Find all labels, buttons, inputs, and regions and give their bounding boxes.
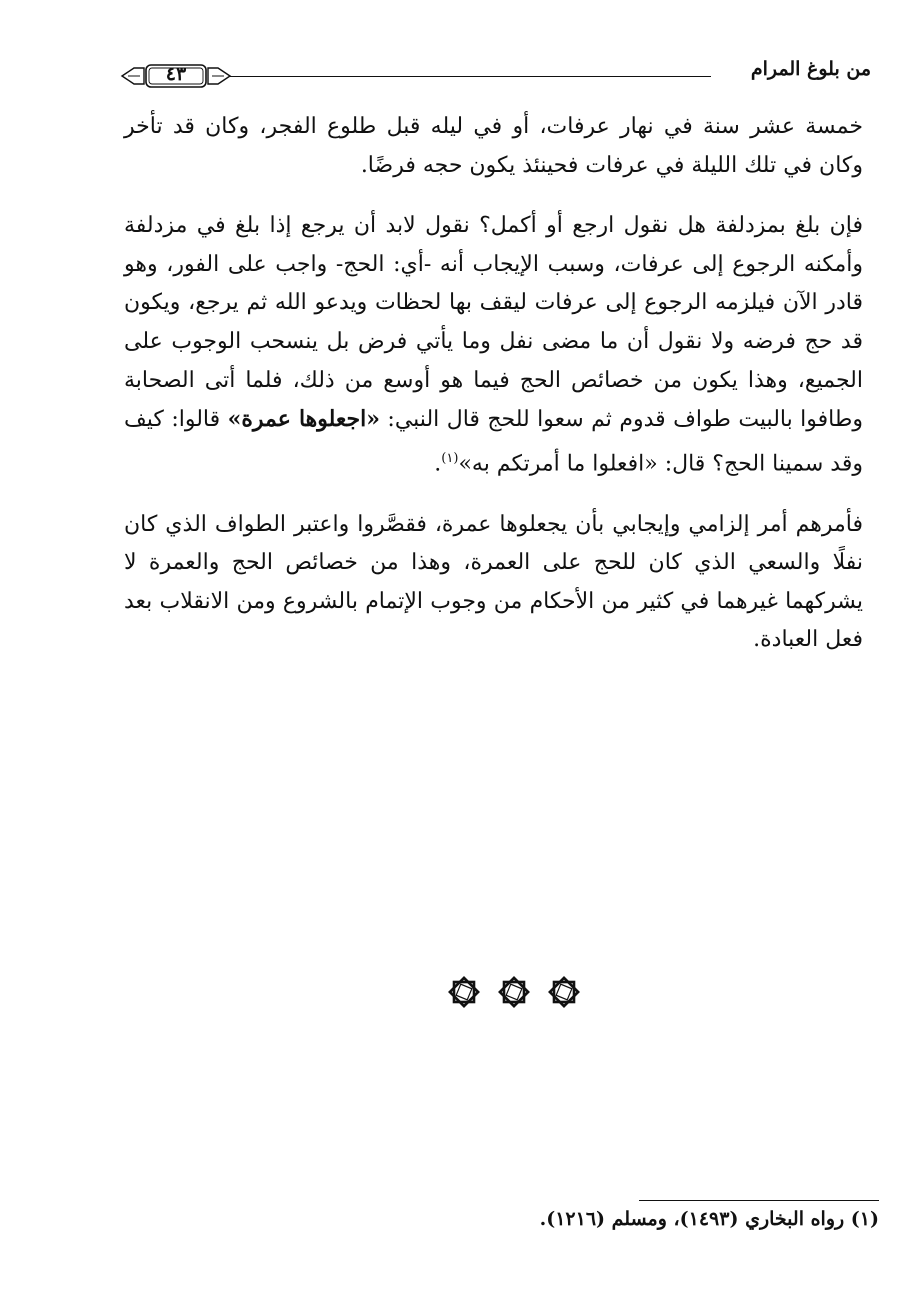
octagram-star-icon (446, 974, 482, 1010)
paragraph-2 (124, 207, 863, 483)
paragraph-2-text-c: . (434, 451, 442, 477)
paragraph-3: فأمرهم أمر إلزامي وإيجابي بأن يجعلوها عمرة، فقصَّروا واعتبر الطواف الذي كان نفلًا والسعي الذي كان للحج على العمرة، وهذا من خصائص الحج والعمرة لا يشركهما غيرهما في كثير من الأحكام من وجوب الإتمام بالشروع ومن الانقلاب بعد فعل العبادة. (124, 511, 863, 653)
page-number: ٤٣ (165, 63, 187, 85)
section-ornament (446, 974, 586, 1014)
page-header (120, 54, 871, 94)
octagram-star-icon (546, 974, 582, 1010)
page-body (124, 108, 863, 660)
paragraph-2-text-b: قالوا: كيف وقد سمينا الحج؟ قال: «افعلوا ما أمرتكم به» (124, 407, 863, 477)
running-title: من بلوغ المرام (750, 58, 871, 80)
footnote-marker: (١) (441, 450, 459, 466)
hadith-quote: «اجعلوها عمرة» (227, 406, 380, 433)
paragraph-1-line-1: خمسة عشر سنة في نهار عرفات، أو في ليله قبل طلوع الفجر، وكان قد تأخر وكان في تلك (124, 114, 863, 178)
octagram-star-icon (496, 974, 532, 1010)
paragraph-1-line-2: الليلة في عرفات فحينئذ يكون حجه فرضًا. (360, 152, 738, 178)
header-rule (230, 76, 711, 77)
page-number-frame (120, 62, 232, 90)
footnote-rule (639, 1200, 879, 1201)
paragraph-2-text-a: فإن بلغ بمزدلفة هل نقول ارجع أو أكمل؟ نقول لابد أن يرجع إذا بلغ في مزدلفة وأمكنه الرجوع إلى عرفات، وسبب الإيجاب أنه -أي: الحج- واجب على الفور، وهو قادر الآن فيلزمه الرجوع إلى عرفات ليقف بها لحظات ويدعو الله ثم يرجع، ويكون قد حج فرضه ولا نقول أن ما مضى نفل وما يأتي فرض بل ينسحب الوجوب على الجميع، وهذا يكون من خصائص الحج فيما هو أوسع من ذلك، فلما أتى الصحابة وطافوا بالبيت طواف قدوم ثم سعوا للحج قال النبي: (124, 213, 863, 433)
footnote: (١) رواه البخاري (١٤٩٣)، ومسلم (١٢١٦). (539, 1208, 879, 1230)
paragraph-1 (124, 108, 863, 185)
